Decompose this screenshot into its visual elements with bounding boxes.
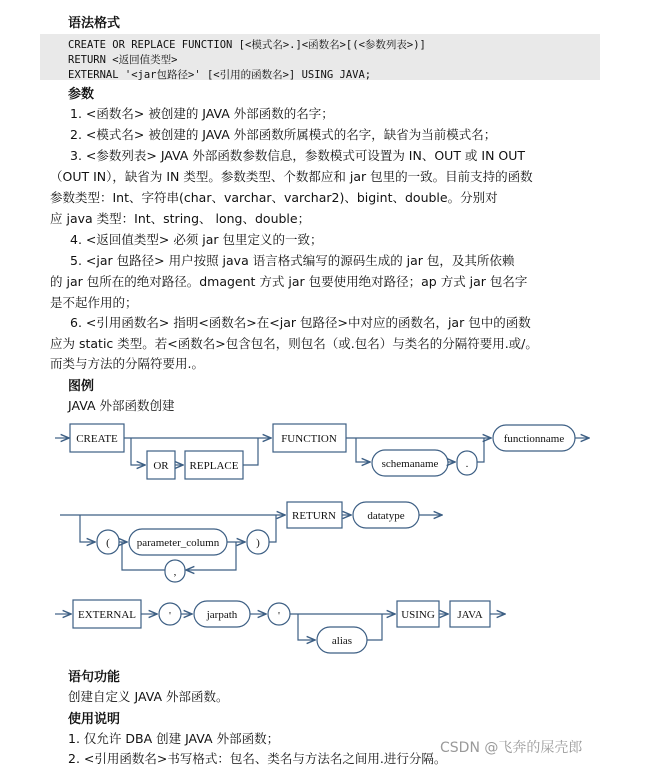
param-3-line-4: 应 java 类型：Int、string、 long、double； [50, 211, 311, 226]
return-keyword: RETURN [292, 510, 336, 522]
usage-item-2: 2. <引用函数名>书写格式：包名、类名与方法名之间用.进行分隔。 [68, 751, 447, 766]
quote2-label: ' [278, 610, 280, 622]
using-keyword: USING [401, 609, 435, 621]
datatype-label: datatype [367, 510, 405, 522]
param-5-line-3: 是不起作用的； [50, 295, 138, 310]
param-branch-line [80, 515, 95, 542]
alias-return-line [367, 614, 382, 640]
param-5-line-1: 5. <jar 包路径> 用户按照 java 语言格式编写的源码生成的 jar 包，及其所依赖 [70, 253, 515, 268]
param-2: 2. <模式名> 被创建的 JAVA 外部函数所属模式的名字，缺省为当前模式名； [70, 127, 497, 142]
syntax-line-3: EXTERNAL '<jar包路径>' [<引用的函数名>] USING JAVA; [68, 69, 372, 81]
quote1-label: ' [169, 610, 171, 622]
usage-heading: 使用说明 [68, 712, 121, 727]
functionname-label: functionname [503, 433, 565, 445]
alias-branch-line [298, 614, 315, 640]
jarpath-label: jarpath [206, 609, 238, 621]
example-heading: 图例 [68, 379, 95, 394]
watermark: CSDN @飞奔的屎壳郎 [440, 740, 583, 756]
param-return-line [269, 515, 276, 542]
create-keyword: CREATE [76, 433, 118, 445]
example-caption: JAVA 外部函数创建 [68, 398, 175, 413]
dot-label: . [465, 458, 469, 470]
function-heading: 语句功能 [68, 670, 121, 685]
param-6-line-3: 而类与方法的分隔符要用.。 [50, 356, 204, 371]
param-5-line-2: 的 jar 包所在的绝对路径。dmagent 方式 jar 包要使用绝对路径；ap 方式 jar 包名字 [50, 274, 528, 289]
alias-label: alias [331, 635, 353, 647]
param-6-line-1: 6. <引用函数名> 指明<函数名>在<jar 包路径>中对应的函数名，jar 包中的函数 [70, 315, 531, 330]
syntax-railroad-diagram [0, 410, 645, 660]
rparen-label: ) [256, 537, 260, 549]
lparen-label: ( [106, 537, 110, 549]
or-replace-return-line [243, 438, 258, 465]
comma-label: , [173, 566, 177, 578]
or-replace-branch-line [131, 438, 145, 465]
schemaname-label: schemaname [381, 458, 439, 470]
syntax-heading: 语法格式 [68, 16, 121, 31]
param-6-line-2: 应为 static 类型。若<函数名>包含包名，则包名（或.包名）与类名的分隔符要用.或/。 [50, 336, 538, 351]
java-keyword: JAVA [457, 609, 483, 621]
function-description: 创建自定义 JAVA 外部函数。 [68, 689, 229, 704]
param-3-line-1: 3. <参数列表> JAVA 外部函数参数信息，参数模式可设置为 IN、OUT 或 IN OUT [70, 148, 526, 163]
or-keyword: OR [153, 460, 169, 472]
param-1: 1. <函数名> 被创建的 JAVA 外部函数的名字； [70, 106, 334, 121]
function-keyword: FUNCTION [281, 433, 337, 445]
syntax-line-2: RETURN <返回值类型> [68, 54, 178, 66]
schema-return-line [477, 438, 484, 462]
param-3-line-2: （OUT IN），缺省为 IN 类型。参数类型、个数都应和 jar 包里的一致。目前支持的函数 [50, 169, 533, 184]
parameter-column-label: parameter_column [136, 537, 220, 549]
schema-branch-line [356, 438, 370, 462]
usage-item-1: 1. 仅允许 DBA 创建 JAVA 外部函数； [68, 731, 280, 746]
external-keyword: EXTERNAL [77, 609, 137, 621]
replace-keyword: REPLACE [189, 460, 239, 472]
param-4: 4. <返回值类型> 必须 jar 包里定义的一致； [70, 232, 323, 247]
syntax-line-1: CREATE OR REPLACE FUNCTION [<模式名>.]<函数名>[(<参数列表>)] [68, 39, 426, 51]
param-3-line-3: 参数类型：Int、字符串(char、varchar、varchar2)、bigint、double。分别对 [50, 190, 498, 205]
params-heading: 参数 [68, 87, 95, 102]
